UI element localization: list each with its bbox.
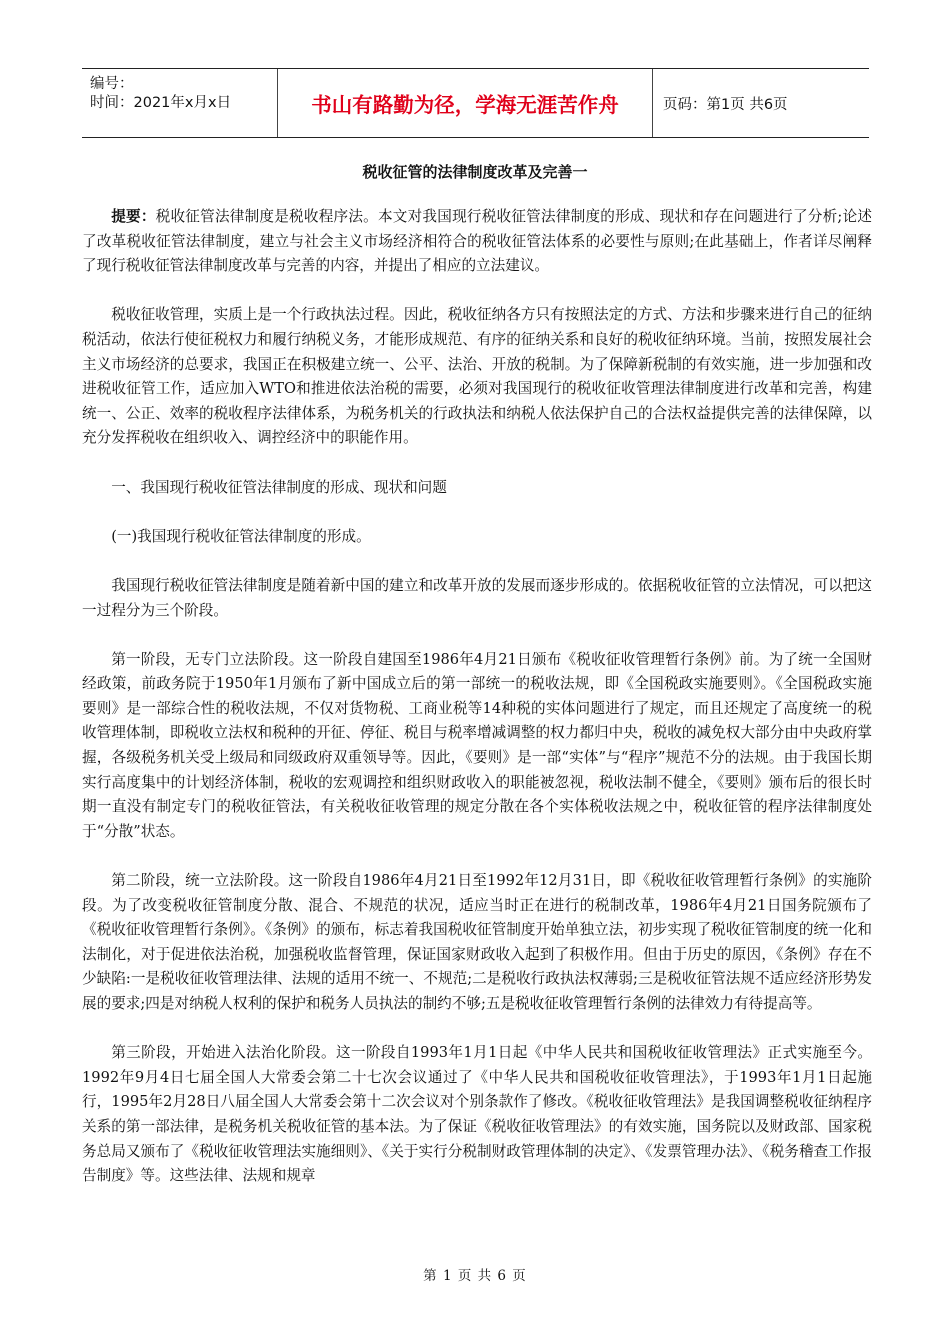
section-heading: 一、我国现行税收征管法律制度的形成、现状和问题	[111, 478, 447, 496]
page-footer: 第 1 页 共 6 页	[423, 1268, 527, 1284]
body-paragraph: 第三阶段，开始进入法治化阶段。这一阶段自1993年1月1日起《中华人民共和国税收征收管理法》正式实施至今。1992年9月4日七届全国人大常委会第二十七次会议通过了《中华人民共和国税收征收管理法》，于1993年1月1日起施行，1995年2月28日八届全国人大常委会第十二次会议对个别条款作了修改。《税收征收管理法》是我国调整税收征纳程序关系的第一部法律，是税务机关税收征管的基本法。为了保证《税收征收管理法》的有效实施，国务院以及财政部、国家税务总局又颁布了《税收征收管理法实施细则》、《关于实行分税制财政管理体制的决定》、《发票管理办法》、《税务稽查工作报告制度》等。这些法律、法规和规章	[82, 1044, 872, 1185]
page-header	[82, 68, 869, 138]
header-motto: 书山有路勤为径，学海无涯苦作舟	[278, 69, 653, 137]
body-paragraph: 我国现行税收征管法律制度是随着新中国的建立和改革开放的发展而逐步形成的。依据税收征管的立法情况，可以把这一过程分为三个阶段。	[82, 576, 872, 619]
abstract-paragraph	[82, 205, 872, 279]
abstract-text: 税收征管法律制度是税收程序法。本文对我国现行税收征管法律制度的形成、现状和存在问题进行了分析;论述了改革税收征管法律制度，建立与社会主义市场经济相符合的税收征管法体系的必要性与原则;在此基础上，作者详尽阐释了现行税收征管法律制度改革与完善的内容，并提出了相应的立法建议。	[82, 208, 872, 275]
abstract-label: 提要：	[111, 208, 156, 225]
header-meta	[82, 69, 278, 137]
document-date-label: 时间：2021年x月x日	[90, 95, 232, 111]
document-number-label: 编号：	[90, 76, 134, 92]
body-paragraph: 第二阶段，统一立法阶段。这一阶段自1986年4月21日至1992年12月31日，即《税收征收管理暂行条例》的实施阶段。为了改变税收征管制度分散、混合、不规范的状况，适应当时正在进行的税制改革，1986年4月21日国务院颁布了《税收征收管理暂行条例》。《条例》的颁布，标志着我国税收征管制度开始单独立法，初步实现了税收征管制度的统一化和法制化，对于促进依法治税，加强税收监督管理，保证国家财政收入起到了积极作用。但由于历史的原因，《条例》存在不少缺陷:一是税收征收管理法律、法规的适用不统一、不规范;二是税收行政执法权薄弱;三是税收征管法规不适应经济形势发展的要求;四是对纳税人权利的保护和税务人员执法的制约不够;五是税收征收管理暂行条例的法律效力有待提高等。	[82, 872, 872, 1012]
document-body	[82, 205, 872, 1213]
body-paragraph: 税收征收管理，实质上是一个行政执法过程。因此，税收征纳各方只有按照法定的方式、方法和步骤来进行自己的征纳税活动，依法行使征税权力和履行纳税义务，才能形成规范、有序的征纳关系和良好的税收征纳环境。当前，按照发展社会主义市场经济的总要求，我国正在积极建立统一、公平、法治、开放的税制。为了保障新税制的有效实施，进一步加强和改进税收征管工作，适应加入WTO和推进依法治税的需要，必须对我国现行的税收征收管理法律制度进行改革和完善，构建统一、公正、效率的税收程序法律体系，为税务机关的行政执法和纳税人依法保护自己的合法权益提供完善的法律保障，以充分发挥税收在组织收入、调控经济中的职能作用。	[82, 306, 872, 447]
header-page-info: 页码：第1页 共6页	[663, 96, 788, 113]
subsection-heading: (一)我国现行税收征管法律制度的形成。	[111, 527, 371, 545]
body-paragraph: 第一阶段，无专门立法阶段。这一阶段自建国至1986年4月21日颁布《税收征收管理暂行条例》前。为了统一全国财经政策，前政务院于1950年1月颁布了新中国成立后的第一部统一的税收法规，即《全国税政实施要则》。《全国税政实施要则》是一部综合性的税收法规，不仅对货物税、工商业税等14种税的实体问题进行了规定，而且还规定了高度统一的税收管理体制，即税收立法权和税种的开征、停征、税目与税率增减调整的权力都归中央，税收的减免权大部分由中央政府掌握，各级税务机关受上级局和同级政府双重领导等。因此，《要则》是一部“实体”与“程序”规范不分的法规。由于我国长期实行高度集中的计划经济体制，税收的宏观调控和组织财政收入的职能被忽视，税收法制不健全，《要则》颁布后的很长时期一直没有制定专门的税收征管法，有关税收征收管理的规定分散在各个实体税收法规之中，税收征管的程序法律制度处于“分散”状态。	[82, 650, 872, 840]
document-title: 税收征管的法律制度改革及完善一	[362, 163, 588, 181]
